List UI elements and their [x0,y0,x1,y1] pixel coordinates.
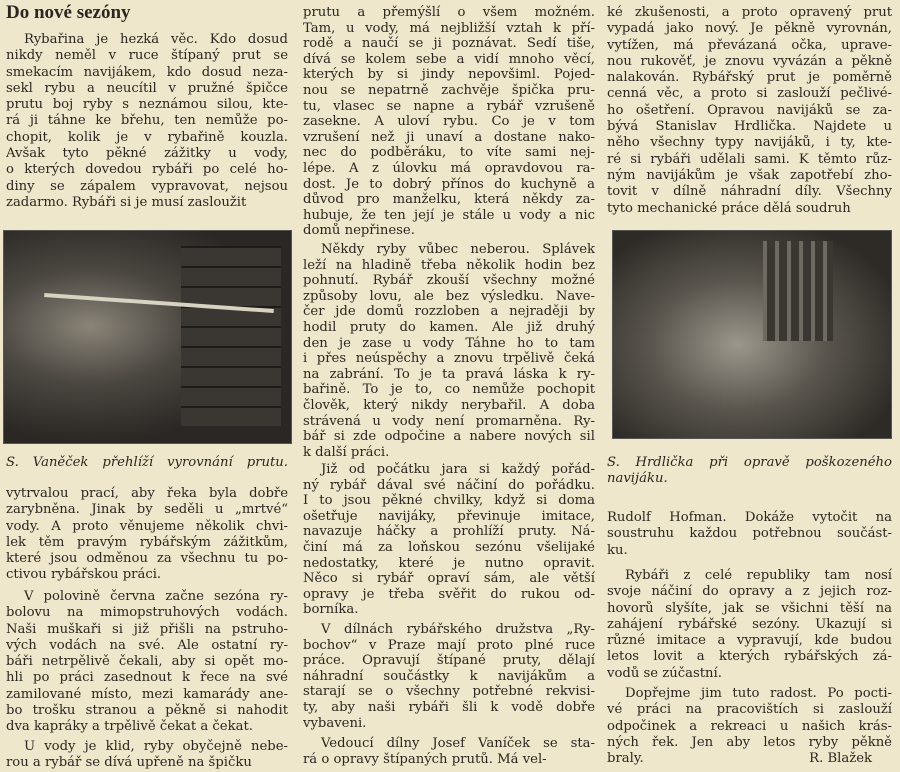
text-line: V polovině června začne sezóna ry- [24,589,288,604]
caption-line: navijáku. [607,471,668,487]
text-line: V dílnách rybářského družstva „Ry- [321,622,595,637]
text-line: prutu a přemýšlí o všem možném. [303,5,595,20]
paragraph [303,736,595,767]
text-line: práce. Opravují štípané pruty, dělají [303,653,595,669]
text-line: rou a rybář se dívá upřeně na špičku [6,755,252,771]
text-line: rá o opravy štípaných prutů. Má vel- [303,751,547,767]
text-line: lek těm pravým rybářským zážitkům, [6,534,288,550]
text-line: starají se o všechny potřebné rekvisi- [303,684,595,700]
text-line: soustruhu každou potřebnou součást- [607,526,892,542]
text-line: nikdy neměl v ruce štípaný prut se [6,48,288,64]
caption-line: S. Hrdlička při opravě poškozeného [607,455,892,470]
paragraph [303,242,595,460]
text-line: bo trošku stranou a pěkně si nahodit [6,703,288,719]
text-line: různé imitace a vypravují, kde budou [607,633,892,649]
text-line: borníka. [303,602,359,618]
text-line: vytížen, má převázaná očka, uprave- [607,37,892,53]
text-line [607,751,892,767]
text-line: Dopřejme jim tuto radost. Po pocti- [625,686,892,701]
text-line: zahájení rybářské sezóny. Ukazují si [607,616,892,632]
text-line: o kterých dovedou rybáři po celé ho- [6,162,288,178]
text-line: I to jsou pěkné chvilky, když si doma [303,493,595,509]
text-line: odpočinek a rekreaci u našich krás- [607,718,892,734]
text-line: ku. [607,542,628,558]
text-line: náhradní součástky k navijákům a [303,668,595,684]
author-signature: R. Blažek [809,751,872,767]
text-line: bařině. To je to, co nemůže pochopit [303,382,595,398]
text-line: diny se zápalem vypravovat, nejsou [6,178,288,194]
article-title: Do nové sezóny [6,2,131,23]
text-line: dost. Je to dobrý přínos do kuchyně a [303,176,595,192]
paragraph [303,622,595,731]
text-line: které jsou odměnou za všechnu tu po- [6,551,288,567]
paragraph [6,486,288,584]
text-line: zamilované místo, mezi kamarády ane- [6,686,288,702]
text-line: důvod pro manželku, která někdy za- [303,192,595,208]
text-line: vody. A proto věnujeme několik chvi- [6,518,288,534]
text-line: tovit v dílně náhradní díly. Všechny [607,184,892,200]
text-line: svoje náčiní do opravy a z jejich roz- [607,584,892,600]
text-line: něho všechny typy navijáků, i ty, kte- [607,135,892,151]
text-line: ho ošetření. Opravou navijáků se za- [607,102,892,118]
photo-fisherman-inspecting-rod [3,230,292,444]
text-line: vé práci na pracovištích si zaslouží [607,702,892,718]
column-2 [303,0,595,772]
text-line: pohnutí. Rybář zkouší všechny možné [303,273,595,289]
text-line: zarybněna. Jinak by seděli u „mrtvé“ [6,502,288,518]
text-line: ré si rybáři udělali sami. K těmto růz- [607,151,892,167]
caption-line: S. Vaněček přehlíží vyrovnání prutu. [6,455,288,470]
text-line: dva kapráky a trpělivě čekat a čekat. [6,719,253,735]
text-line: ných řek. Jen aby letos ryby pěkně [607,734,892,750]
text-line: smekacím navijákem, kdo dosud neza- [6,64,288,80]
text-line: ný rybář dával své náčiní do pořádku. [303,477,595,493]
text-line: Rudolf Hofman. Dokáže vytočit na [607,510,892,525]
text-line: hli po práci zasednout k řece na své [6,670,288,686]
text-line: i přes neúspěchy a znovu trpělivě čeká [303,351,595,367]
text-line: Již od počátku jara si každý pořád- [321,462,595,477]
text-line: cenná věc, a proto si zaslouží pečlivé- [607,86,892,102]
text-line: nedostatky, které je nutno opravit. [303,555,595,571]
text-line: letos lovit a kterých rybářských zá- [607,649,892,665]
text-line: sekl rybu a neucítil v pružné špičce [6,80,288,96]
text-line: ké zkušenosti, a proto opravený prut [607,5,892,20]
text-line: bývá Stanislav Hrdlička. Najdete u [607,119,892,135]
photo-caption [6,455,288,471]
text-line: Vedoucí dílny Josef Vaníček se sta- [321,736,595,751]
text-line: tu, vlasec se napne a rybář vzrušeně [303,98,595,114]
text-line: vybaveni. [303,715,367,731]
paragraph [6,32,288,211]
text-line: strávená u vody není promarněna. Ry- [303,413,595,429]
text-line: tyto mechanické práce dělá soudruh [607,200,851,216]
text-line: zadarmo. Rybáři si je musí zasloužit [6,194,247,210]
text-line: Někdy ryby vůbec neberou. Splávek [321,242,595,257]
text-line: dívá se kolem sebe a vidí mnoho věcí, [303,51,595,67]
text-line: chopit, kolik je v rybařině kouzla. [6,129,288,145]
text-line: činí má za loňskou sezónu všelijaké [303,539,595,555]
text-line: lépe. A z úlovku má opravdovou ra- [303,160,595,176]
paragraph [6,589,288,736]
text-line: ty, aby naši rybáři šli k vodě dobře [303,699,595,715]
text-line: báři netrpělivě čekali, aby si opět mo- [6,654,288,670]
photo-repairing-reel [612,230,892,439]
text-line: ctivou rybářskou práci. [6,567,162,583]
text-line: čer jde domů rozzloben a nejraději by [303,304,595,320]
text-line: vodů se zúčastní. [607,665,722,681]
text-line: domů nepřinese. [303,223,415,239]
text-line: Rybáři z celé republiky tam nosí [625,568,892,583]
text-line: hubuje, že ten její je stále u vody a nic [303,207,595,223]
text-line: na zabrání. To je ta pravá láska k ry- [303,366,595,382]
text-line: nec do podběráku, to víte sami nej- [303,145,595,161]
text-line: nalakován. Rybářský prut je poměrně [607,70,892,86]
paragraph [607,510,892,559]
text-line: hodil pruty do kamen. Ale již druhý [303,319,595,335]
text-line: vých vodách na své. Ale ostatní ry- [6,637,288,653]
text-line: hovorů slyšíte, jak se všichni těší na [607,600,892,616]
text-line: vzrušení než ji unaví a dostane nako- [303,129,595,145]
text-line: U vody je klid, ryby obyčejně nebe- [24,739,288,754]
text-line: bář si zde odpočine a nabere nových sil [303,429,595,445]
paragraph [607,686,892,767]
text-line-content: braly. [607,751,644,767]
text-line: člověk, který nikdy nerybařil. A doba [303,397,595,413]
text-line: k další práci. [303,444,390,460]
text-line: navazuje háčky a prohlíží pruty. Ná- [303,524,595,540]
text-line: opravy je třeba svěřit do rukou od- [303,586,595,602]
text-line: nou se nepatrně zachvěje špička pru- [303,82,595,98]
text-line: zasekne. A uloví rybu. Co je v tom [303,114,595,130]
paragraph [303,5,595,239]
text-line: prutu boj ryby s neznámou silou, kte- [6,97,288,113]
paragraph [607,5,892,217]
paragraph [6,739,288,772]
text-line: Rybařina je hezká věc. Kdo dosud [24,32,288,47]
text-line: Něco si rybář opraví sám, ale větší [303,571,595,587]
text-line: den je zase u vody Táhne ho to tam [303,335,595,351]
text-line: vypadá jako nový. Je pěkně vyrovnán, [607,21,892,37]
text-line: Naši muškaři si již přišli na pstruho- [6,621,288,637]
text-line: způsoby lovu, ale bez výsledku. Nave- [303,288,595,304]
text-line: kterých by si jindy nepovšiml. Pojed- [303,67,595,83]
text-line: bolovu na mimopstruhových vodách. [6,605,288,621]
photo-caption [607,455,892,488]
paragraph [607,568,892,682]
text-line: ošetřuje navijáky, převinuje imitace, [303,508,595,524]
text-line: nou rukověť, je znovu vyvázán a pěkně [607,53,892,69]
text-line: rá ji táhne ke břehu, ten nemůže po- [6,113,288,129]
text-line: ným navijákům je však zapotřebí zho- [607,167,892,183]
text-line: leží na hladině třeba několik hodin bez [303,257,595,273]
text-line: bochov“ v Praze mají proto plné ruce [303,637,595,653]
text-line: vytrvalou prací, aby řeka byla dobře [6,486,288,501]
text-line: rodě a naučí se ji poznávat. Sedí tiše, [303,36,595,52]
paragraph [303,462,595,618]
text-line: Avšak tyto pěkné zážitky u vody, [6,146,288,162]
text-line: Tam, u vody, má nejbližší vztah k pří- [303,20,595,36]
